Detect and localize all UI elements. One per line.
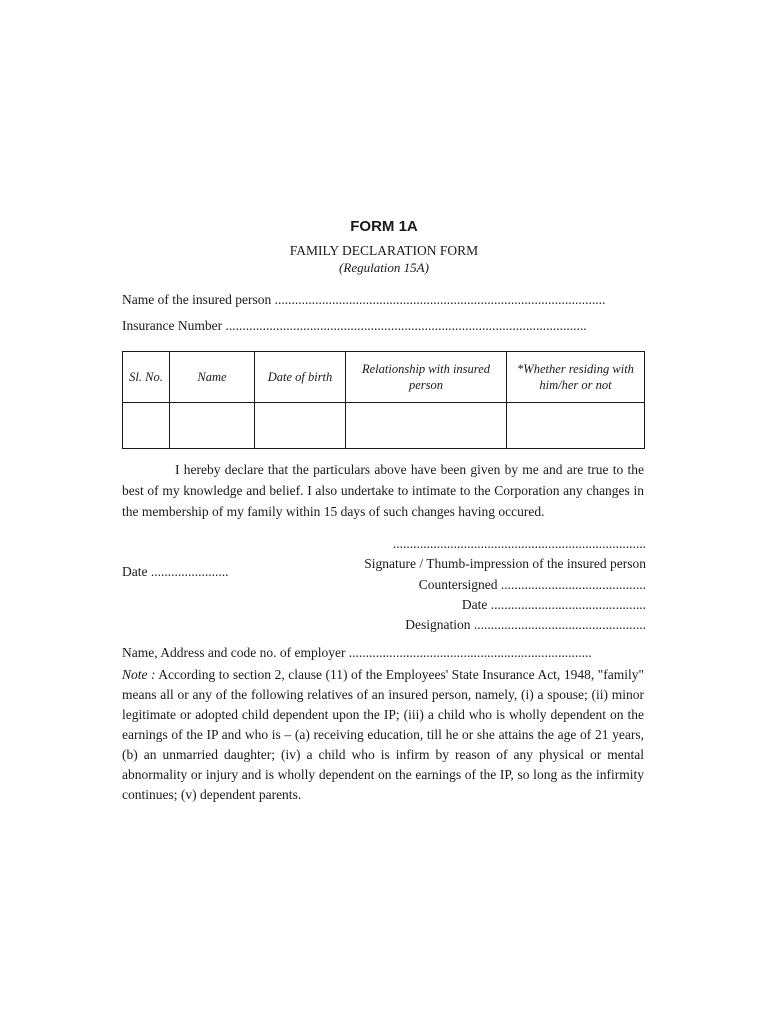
col-header-name: Name — [170, 352, 255, 403]
countersign-date-field: Date .............................................. — [461, 597, 646, 612]
col-header-relationship: Relationship with insured person — [346, 352, 507, 403]
signature-dotted-line: ........................................................................... — [392, 536, 646, 551]
form-subtitle: FAMILY DECLARATION FORM — [289, 243, 479, 258]
employer-field: Name, Address and code no. of employer ........................................................................ — [122, 645, 592, 660]
declaration-paragraph: I hereby declare that the particulars above have been given by me and are true to the best of my knowledge and belief. I also undertake to intimate to the Corporation any changes in the membership of my family within 15 days of such changes having occured. — [122, 462, 644, 519]
table-cell-date-of-birth[interactable] — [255, 403, 346, 449]
col-header-sl-no: Sl. No. — [123, 352, 170, 403]
date-field-left: Date ....................... — [122, 564, 229, 579]
form-title: FORM 1A — [350, 218, 418, 235]
table-header-row — [123, 352, 645, 403]
form-regulation: (Regulation 15A) — [339, 260, 429, 275]
insurance-number-field: Insurance Number ........................................................................................................... — [122, 318, 587, 333]
table-cell-residing[interactable] — [507, 403, 645, 449]
table-cell-sl-no[interactable] — [123, 403, 170, 449]
insured-name-field: Name of the insured person .................................................................................................. — [122, 292, 606, 307]
note-text: According to section 2, clause (11) of the Employees' State Insurance Act, 1948, "family" means all or any of the following relatives of an insured person, namely, (i) a spouse; (ii) minor legitimate or adopted child dependent upon the IP; (iii) a child who is wholly dependent on the earnings of the IP and who is – (a) receiving education, till he or she attains the age of 21 years, (b) an unmarried daughter; (iv) a child who is infirm by reason of any physical or mental abnormality or injury and is wholly dependent on the earnings of the IP, so long as the infirmity continues; (v) dependent parents. — [122, 667, 644, 802]
table-row — [123, 403, 645, 449]
countersigned-field: Countersigned ........................................... — [418, 577, 646, 592]
family-members-table — [122, 351, 645, 449]
table-cell-name[interactable] — [170, 403, 255, 449]
designation-field: Designation ................................................... — [405, 617, 646, 632]
note-label: Note : — [122, 667, 156, 682]
col-header-residing: *Whether residing with him/her or not — [507, 352, 645, 403]
signature-label: Signature / Thumb-impression of the insured person — [364, 556, 646, 571]
col-header-date-of-birth: Date of birth — [255, 352, 346, 403]
note-paragraph — [122, 665, 644, 805]
table-cell-relationship[interactable] — [346, 403, 507, 449]
